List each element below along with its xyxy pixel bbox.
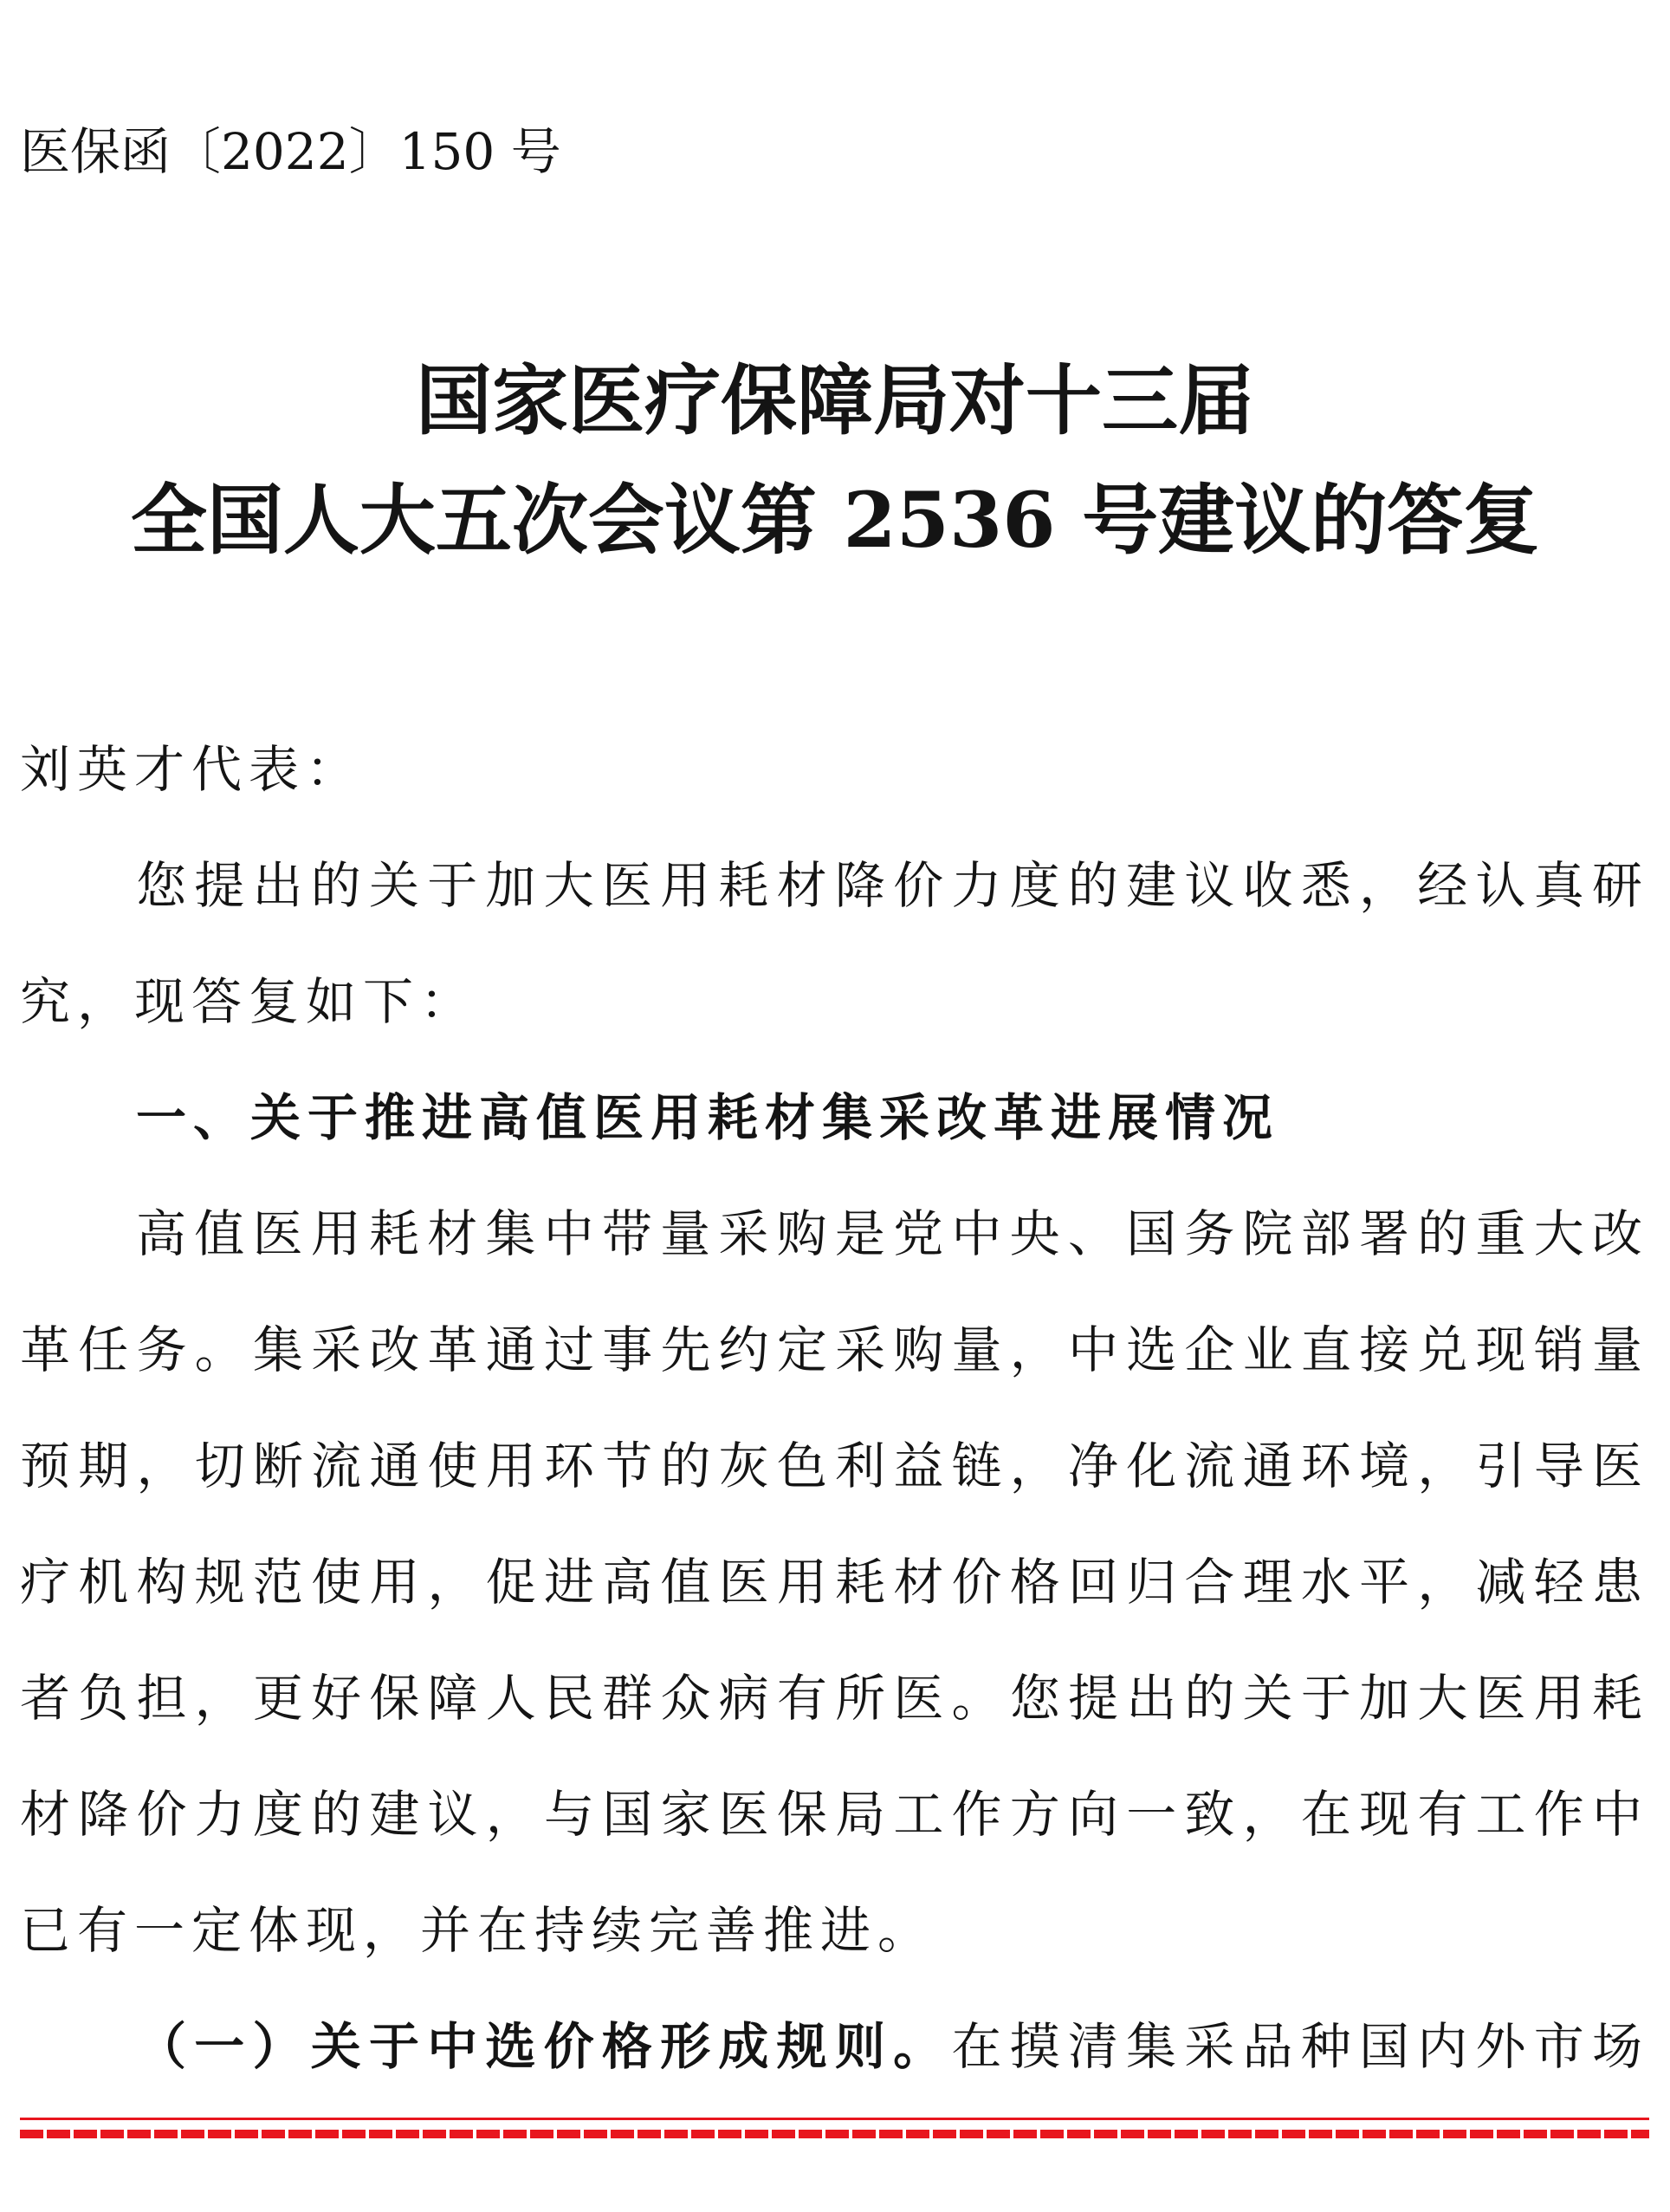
subsection-line: [20, 1988, 1649, 2105]
paragraph-line: 革任务。集采改革通过事先约定采购量，中选企业直接兑现销量: [20, 1320, 1649, 1379]
footer-rule-thick: [20, 2130, 1649, 2138]
paragraph-line: 预期，切断流通使用环节的灰色利益链，净化流通环境，引导医: [20, 1437, 1649, 1495]
paragraph-line: 者负担，更好保障人民群众病有所医。您提出的关于加大医用耗: [20, 1669, 1649, 1728]
title-line-1: 国家医疗保障局对十三届: [415, 355, 1254, 445]
intro-line: 究，现答复如下：: [20, 972, 478, 1031]
paragraph-line: 疗机构规范使用，促进高值医用耗材价格回归合理水平，减轻患: [20, 1553, 1649, 1612]
title-line-2: 全国人大五次会议第 2536 号建议的答复: [130, 475, 1540, 565]
document-title: [0, 341, 1670, 580]
footer-rule-thin: [20, 2118, 1649, 2120]
paragraph-line: 高值医用耗材集中带量采购是党中央、国务院部署的重大改: [136, 1204, 1649, 1263]
subsection-label: （一）关于中选价格形成规则。: [136, 2017, 952, 2076]
paragraph-line: 材降价力度的建议，与国家医保局工作方向一致，在现有工作中: [20, 1785, 1649, 1844]
intro-line: 您提出的关于加大医用耗材降价力度的建议收悉，经认真研: [136, 856, 1649, 915]
document-number: 医保函〔2022〕150 号: [20, 122, 561, 181]
document-body: [20, 711, 1649, 2105]
paragraph-line: 已有一定体现，并在持续完善推进。: [20, 1901, 935, 1960]
salutation: 刘英才代表：: [20, 740, 364, 799]
subsection-text: 在摸清集采品种国内外市场: [951, 2017, 1649, 2076]
section-heading: 一、关于推进高值医用耗材集采改革进展情况: [136, 1088, 1280, 1147]
